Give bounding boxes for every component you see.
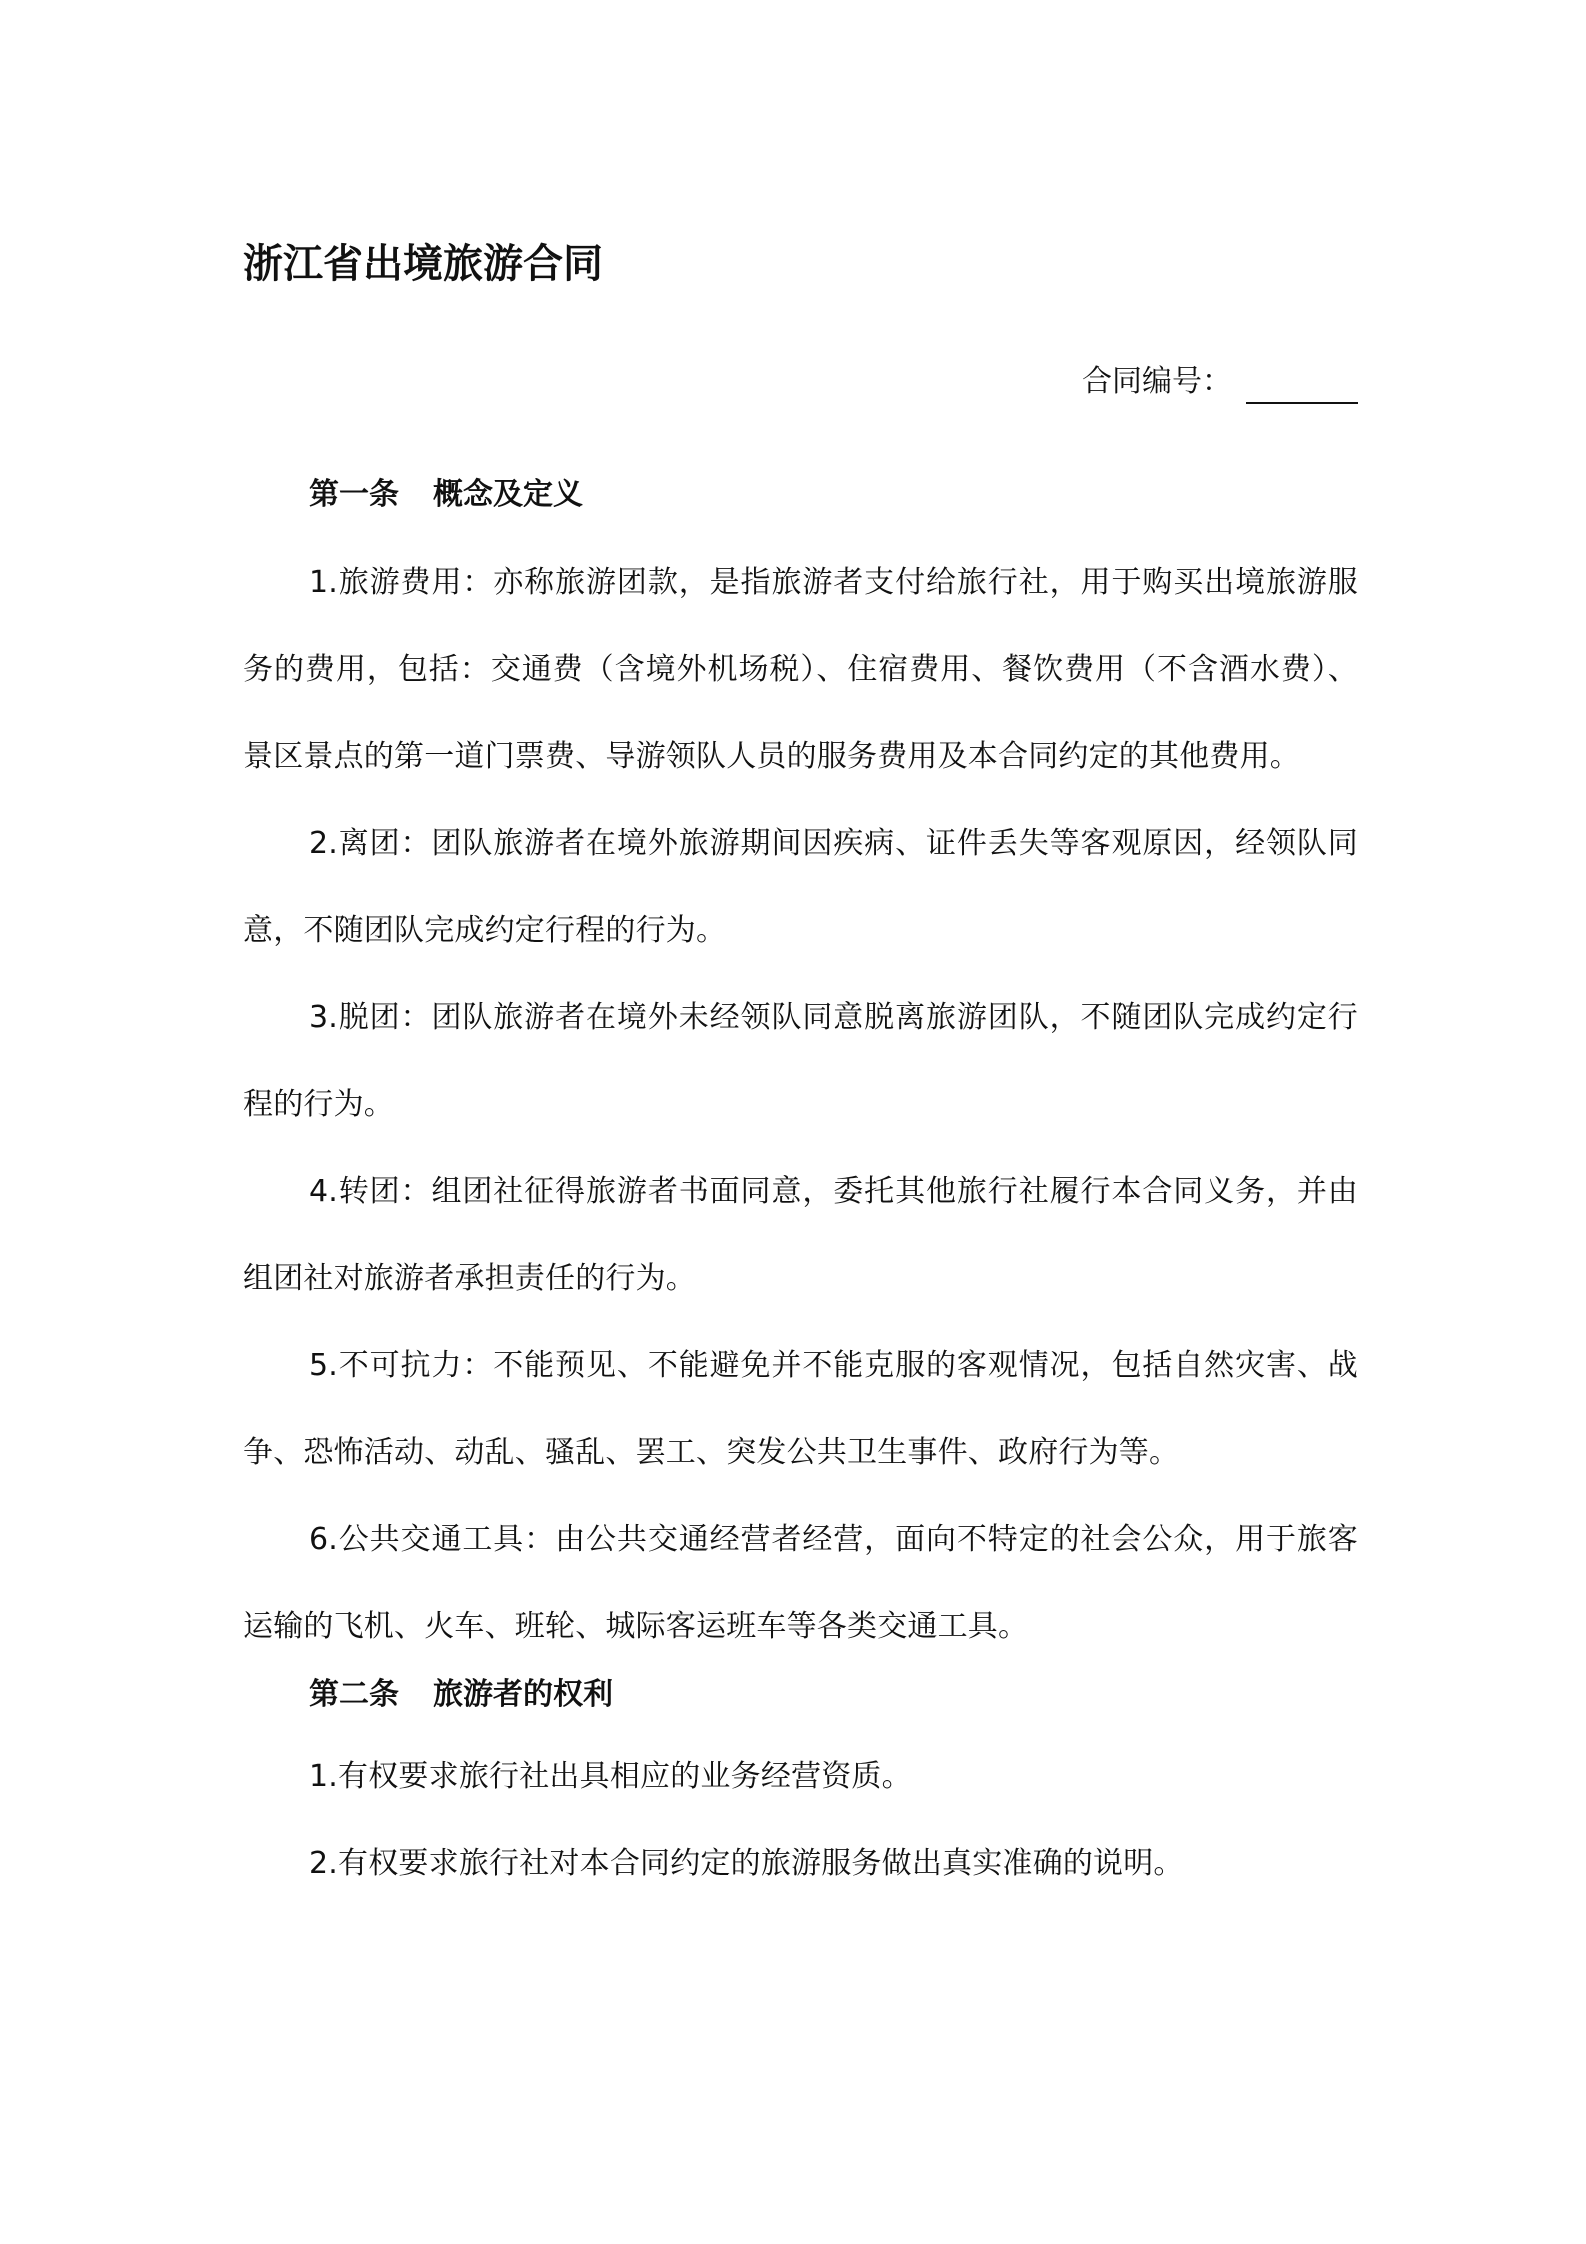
paragraph: 5.不可抗力：不能预见、不能避免并不能克服的客观情况，包括自然灾害、战争、恐怖活动、动乱、骚乱、罢工、突发公共卫生事件、政府行为等。 (243, 1348, 1358, 1470)
section-number: 第一条 (309, 477, 399, 512)
paragraph: 2.离团：团队旅游者在境外旅游期间因疾病、证件丢失等客观原因，经领队同意，不随团队完成约定行程的行为。 (243, 826, 1358, 948)
contract-number-label: 合同编号： (1082, 364, 1232, 399)
paragraph: 4.转团：组团社征得旅游者书面同意，委托其他旅行社履行本合同义务，并由组团社对旅游者承担责任的行为。 (243, 1174, 1358, 1296)
section-title: 概念及定义 (433, 477, 583, 512)
contract-number-field (1082, 360, 1358, 404)
paragraph: 1.有权要求旅行社出具相应的业务经营资质。 (309, 1759, 912, 1794)
document-title: 浙江省出境旅游合同 (243, 241, 603, 287)
section-number: 第二条 (309, 1677, 399, 1712)
paragraph: 6.公共交通工具：由公共交通经营者经营，面向不特定的社会公众，用于旅客运输的飞机、火车、班轮、城际客运班车等各类交通工具。 (243, 1522, 1358, 1644)
paragraph: 3.脱团：团队旅游者在境外未经领队同意脱离旅游团队，不随团队完成约定行程的行为。 (243, 1000, 1358, 1122)
paragraph: 2.有权要求旅行社对本合同约定的旅游服务做出真实准确的说明。 (309, 1846, 1184, 1881)
document-body (243, 470, 1358, 1907)
contract-number-blank (1246, 366, 1358, 404)
section-title: 旅游者的权利 (433, 1677, 613, 1712)
paragraph: 1.旅游费用：亦称旅游团款，是指旅游者支付给旅行社，用于购买出境旅游服务的费用，包括：交通费（含境外机场税）、住宿费用、餐饮费用（不含酒水费）、景区景点的第一道门票费、导游领队人员的服务费用及本合同约定的其他费用。 (243, 565, 1358, 774)
